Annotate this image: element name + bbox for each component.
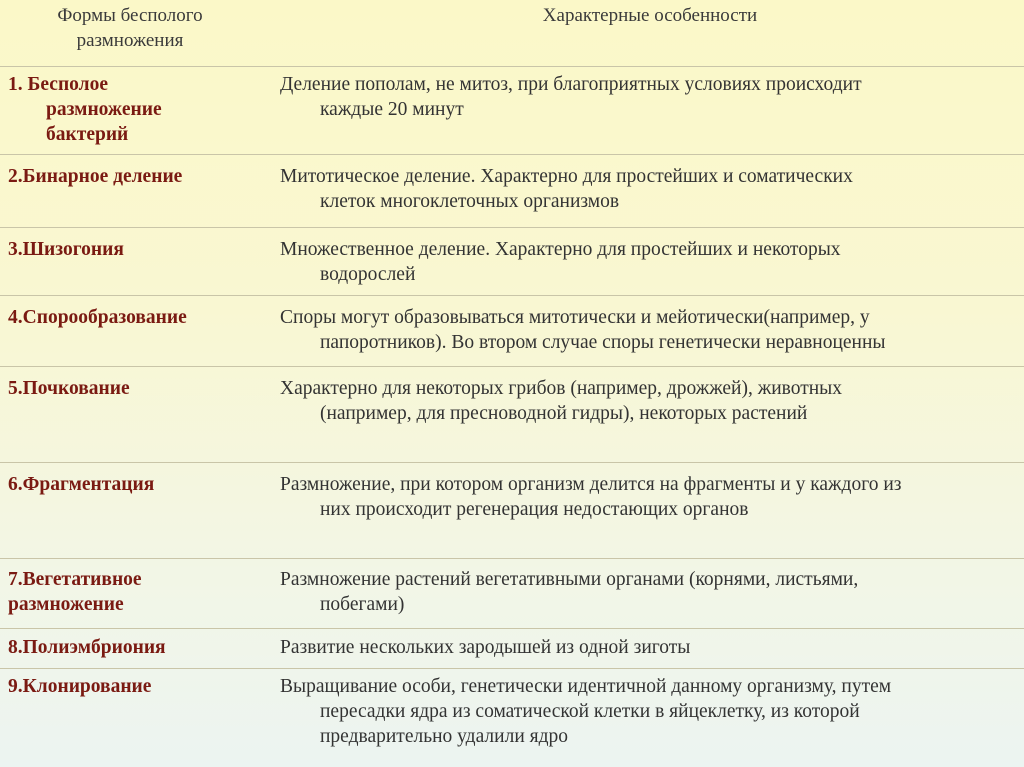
form-description-binary-division: [280, 164, 1022, 214]
row-divider: [0, 66, 1024, 67]
row-divider: [0, 668, 1024, 669]
form-name-vegetative: [8, 567, 270, 617]
description-line: Множественное деление. Характерно для простейших и некоторых: [280, 239, 841, 260]
form-name-line: 7.Вегетативное: [8, 569, 142, 590]
form-name-line: 5.Почкование: [8, 378, 130, 399]
form-name-line: бактерий: [46, 124, 129, 145]
form-name-schizogony: [8, 237, 270, 262]
form-name-fragmentation: [8, 472, 270, 497]
row-divider: [0, 295, 1024, 296]
description-line: предварительно удалили ядро: [320, 726, 569, 747]
row-divider: [0, 154, 1024, 155]
column-header-forms: [10, 3, 250, 53]
form-description-vegetative: [280, 567, 1022, 617]
description-line: клеток многоклеточных организмов: [320, 191, 620, 212]
form-description-cloning: [280, 674, 1022, 749]
description-line: Размножение растений вегетативными органами (корнями, листьями,: [280, 569, 859, 590]
row-divider: [0, 628, 1024, 629]
description-line: водорослей: [320, 264, 416, 285]
description-line: (например, для пресноводной гидры), некоторых растений: [320, 403, 808, 424]
form-name-line: размножение: [8, 594, 124, 615]
column-header-features: [420, 3, 880, 28]
form-description-budding: [280, 376, 1022, 426]
form-name-line: 1. Бесполое: [8, 74, 109, 95]
form-name-line: 4.Спорообразование: [8, 307, 187, 328]
form-name-cloning: [8, 674, 270, 699]
form-name-line: 2.Бинарное деление: [8, 166, 183, 187]
description-line: каждые 20 минут: [320, 99, 464, 120]
form-name-binary-division: [8, 164, 270, 189]
form-name-line: 3.Шизогония: [8, 239, 124, 260]
description-line: пересадки ядра из соматической клетки в яйцеклетку, из которой: [320, 701, 860, 722]
form-name-line: размножение: [46, 99, 162, 120]
column-header-forms-line2: размножения: [76, 30, 184, 51]
description-line: Деление пополам, не митоз, при благоприятных условиях происходит: [280, 74, 862, 95]
description-line: папоротников). Во втором случае споры генетически неравноценны: [320, 332, 886, 353]
form-description-schizogony: [280, 237, 1022, 287]
form-description-fragmentation: [280, 472, 1022, 522]
form-description-sporulation: [280, 305, 1022, 355]
row-divider: [0, 462, 1024, 463]
description-line: Выращивание особи, генетически идентичной данному организму, путем: [280, 676, 892, 697]
description-line: Размножение, при котором организм делится на фрагменты и у каждого из: [280, 474, 902, 495]
form-name-line: 8.Полиэмбриония: [8, 637, 166, 658]
form-description-bacteria: [280, 72, 1022, 122]
description-line: побегами): [320, 594, 405, 615]
description-line: Митотическое деление. Характерно для простейших и соматических: [280, 166, 853, 187]
description-line: них происходит регенерация недостающих органов: [320, 499, 749, 520]
row-divider: [0, 227, 1024, 228]
form-name-sporulation: [8, 305, 270, 330]
column-header-features-label: Характерные особенности: [542, 5, 758, 26]
form-name-polyembryony: [8, 635, 270, 660]
form-name-line: 6.Фрагментация: [8, 474, 155, 495]
description-line: Развитие нескольких зародышей из одной зиготы: [280, 637, 691, 658]
form-description-polyembryony: [280, 635, 1022, 660]
row-divider: [0, 558, 1024, 559]
form-name-line: 9.Клонирование: [8, 676, 152, 697]
description-line: Характерно для некоторых грибов (например, дрожжей), животных: [280, 378, 843, 399]
description-line: Споры могут образовываться митотически и мейотически(например, у: [280, 307, 870, 328]
form-name-budding: [8, 376, 270, 401]
form-name-bacteria: [8, 72, 270, 147]
row-divider: [0, 366, 1024, 367]
column-header-forms-line1: Формы бесполого: [57, 5, 203, 26]
